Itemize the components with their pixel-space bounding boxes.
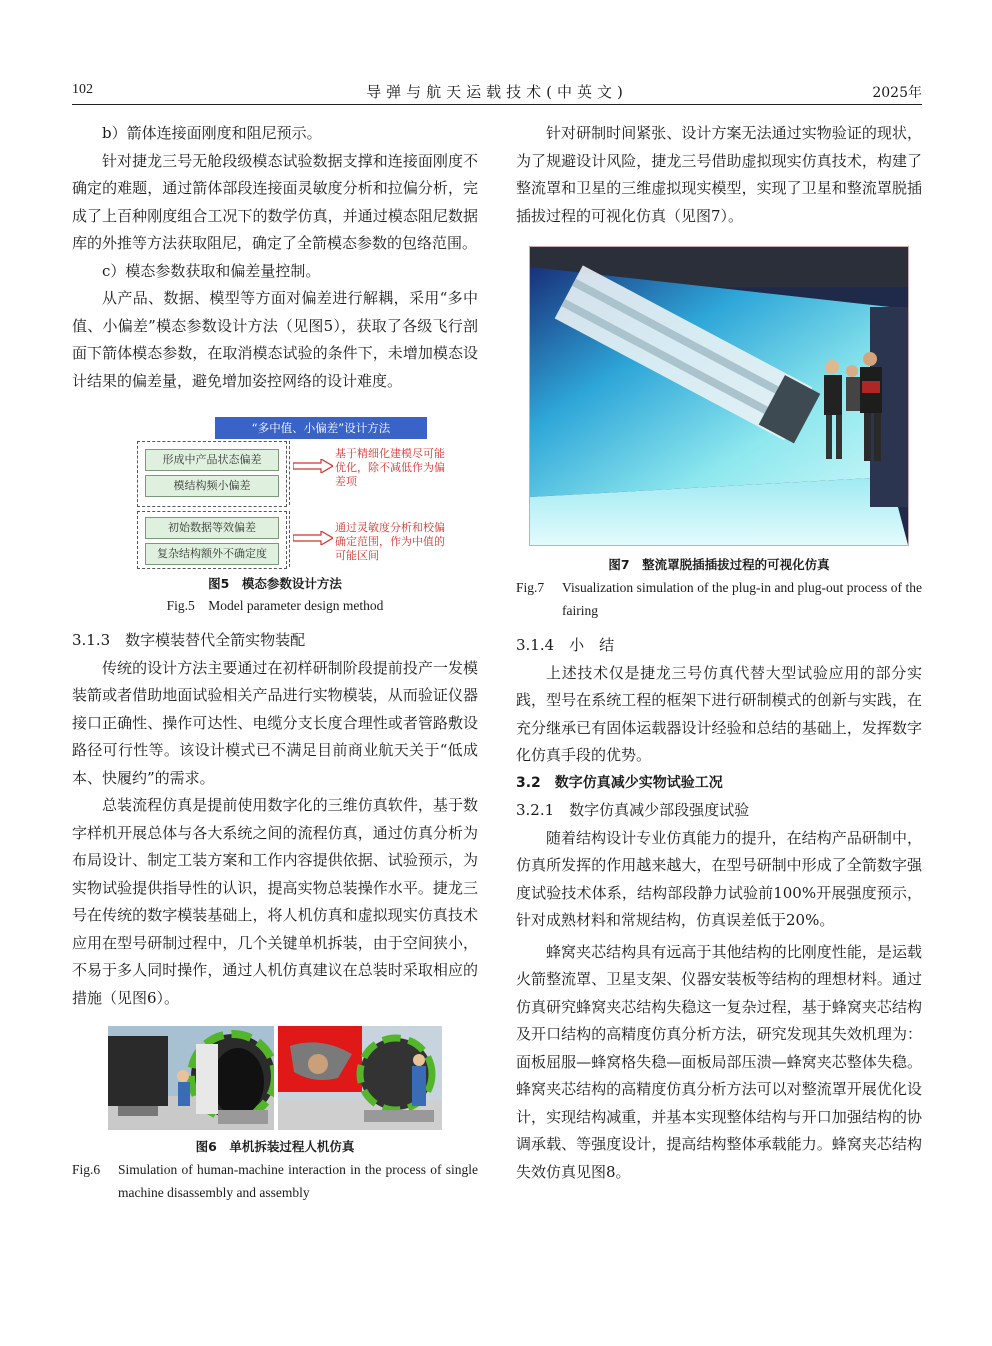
right-column <box>516 120 922 1186</box>
diagram-title: “多中值、小偏差”设计方法 <box>215 417 427 439</box>
paragraph: 上述技术仅是捷龙三号仿真代替大型试验应用的部分实践，型号在系统工程的框架下进行研制模式的创新与实践，在充分继承已有固体运载器设计经验和总结的基础上，发挥数字化仿真手段的优势。 <box>516 663 922 764</box>
figure-6-caption-en <box>72 1158 478 1204</box>
box-structure-deviation: 模结构频小偏差 <box>145 475 279 497</box>
paragraph: 总装流程仿真是提前使用数字化的三维仿真软件，基于数字样机开展总体与各大系统之间的流程仿真，通过仿真分析为布局设计、制定工装方案和工作内容提供依据、试验预示，为实物试验提供指导性的认识，提高实物总装操作水平。捷龙三号在传统的数字模装基础上，将人机仿真和虚拟现实仿真技术应用在型号研制过程中，几个关键单机拆装，由于空间狭小，不易于多人同时操作，通过人机仿真建议在总装时采取相应的措施（见图6）。 <box>72 796 478 1007</box>
note-2: 通过灵敏度分析和校偏确定范围，作为中值的可能区间 <box>335 521 445 562</box>
running-header <box>72 80 922 105</box>
figure-7-image <box>529 246 909 546</box>
year: 2025年 <box>872 85 922 101</box>
box-product-deviation: 形成中产品状态偏差 <box>145 449 279 471</box>
section-heading-3-2-1: 3.2.1 数字仿真减少部段强度试验 <box>516 801 750 819</box>
figure-5-caption-en: Fig.5 Model parameter design method <box>166 598 384 613</box>
paragraph: 传统的设计方法主要通过在初样研制阶段提前投产一发模装箭或者借助地面试验相关产品进行实物模装，从而验证仪器接口正确性、操作可达性、电缆分支长度合理性或者管路敷设路径可行性等。该设计模式已不满足目前商业航天关于“低成本、快履约”的需求。 <box>72 658 478 787</box>
journal-title: 导弹与航天运载技术(中英文) <box>366 83 628 101</box>
left-column <box>72 120 478 1204</box>
caption-text: Visualization simulation of the plug-in and plug-out process of the fairing <box>562 580 922 618</box>
box-complex-structure: 复杂结构额外不确定度 <box>145 543 279 565</box>
caption-text: Simulation of human-machine interaction in the process of single machine disassembly and assembly <box>118 1162 478 1200</box>
figure-6-image-right <box>278 1026 442 1130</box>
box-initial-data: 初始数据等效偏差 <box>145 517 279 539</box>
paragraph: 针对捷龙三号无舱段级模态试验数据支撑和连接面刚度不确定的难题，通过箭体部段连接面灵敏度分析和拉偏分析，完成了上百种刚度组合工况下的数学仿真，并通过模态阻尼数据库的外推等方法获取阻尼，确定了全箭模态参数的包络范围。 <box>72 151 478 252</box>
figure-6-images <box>108 1026 442 1130</box>
paragraph: 从产品、数据、模型等方面对偏差进行解耦，采用“多中值、小偏差”模态参数设计方法（见图5），获取了各级飞行剖面下箭体模态参数，在取消模态试验的条件下，未增加模态设计结果的偏差量，避免增加姿控网络的设计难度。 <box>72 289 478 390</box>
figure-6-caption-cn: 图6 单机拆装过程人机仿真 <box>195 1139 355 1154</box>
red-arrow-icon <box>293 531 333 545</box>
caption-label: Fig.6 <box>72 1162 101 1177</box>
paragraph: b）箭体连接面刚度和阻尼预示。 <box>102 124 322 142</box>
figure-5-diagram <box>105 417 445 567</box>
figure-5-caption-cn: 图5 模态参数设计方法 <box>208 576 342 591</box>
human-machine-sim-icon <box>278 1026 442 1130</box>
figure-7-caption-cn: 图7 整流罩脱插插拔过程的可视化仿真 <box>608 557 830 572</box>
red-arrow-icon <box>293 459 333 473</box>
section-heading-3-1-4: 3.1.4 小 结 <box>516 636 615 654</box>
paragraph: 随着结构设计专业仿真能力的提升，在结构产品研制中，仿真所发挥的作用越来越大，在型号研制中形成了全箭数字强度试验技术体系，结构部段静力试验前100%开展强度预示，针对成熟材料和常规结构，仿真误差低于20%。 <box>516 828 922 929</box>
human-machine-sim-icon <box>108 1026 274 1130</box>
vr-simulation-photo-icon <box>530 247 908 545</box>
figure-6-image-left <box>108 1026 274 1130</box>
page-number: 102 <box>72 82 93 97</box>
section-heading-3-2: 3.2 数字仿真减少实物试验工况 <box>516 774 723 791</box>
paragraph: 蜂窝夹芯结构具有远高于其他结构的比刚度性能，是运载火箭整流罩、卫星支架、仪器安装板等结构的理想材料。通过仿真研究蜂窝夹芯结构失稳这一复杂过程，基于蜂窝夹芯结构及开口结构的高精度仿真分析方法，研究发现其失效机理为：面板屈服—蜂窝格失稳—面板局部压溃—蜂窝夹芯整体失稳。蜂窝夹芯结构的高精度仿真分析方法可以对整流罩开展优化设计，实现结构减重，并基本实现整体结构与开口加强结构的协调承载、等强度设计，提高结构整体承载能力。蜂窝夹芯结构失效仿真见图8。 <box>516 942 922 1181</box>
paragraph: 针对研制时间紧张、设计方案无法通过实物验证的现状，为了规避设计风险，捷龙三号借助虚拟现实仿真技术，构建了整流罩和卫星的三维虚拟现实模型，实现了卫星和整流罩脱插插拔过程的可视化仿真（见图7）。 <box>516 124 922 225</box>
divider-1 <box>289 441 290 505</box>
paragraph: c）模态参数获取和偏差量控制。 <box>102 261 321 280</box>
section-heading-3-1-3: 3.1.3 数字模装替代全箭实物装配 <box>72 631 306 649</box>
divider-2 <box>289 511 290 567</box>
caption-label: Fig.7 <box>516 580 545 595</box>
note-1: 基于精细化建模尽可能优化，除不减低作为偏差项 <box>335 447 445 488</box>
figure-7-caption-en <box>516 576 922 622</box>
